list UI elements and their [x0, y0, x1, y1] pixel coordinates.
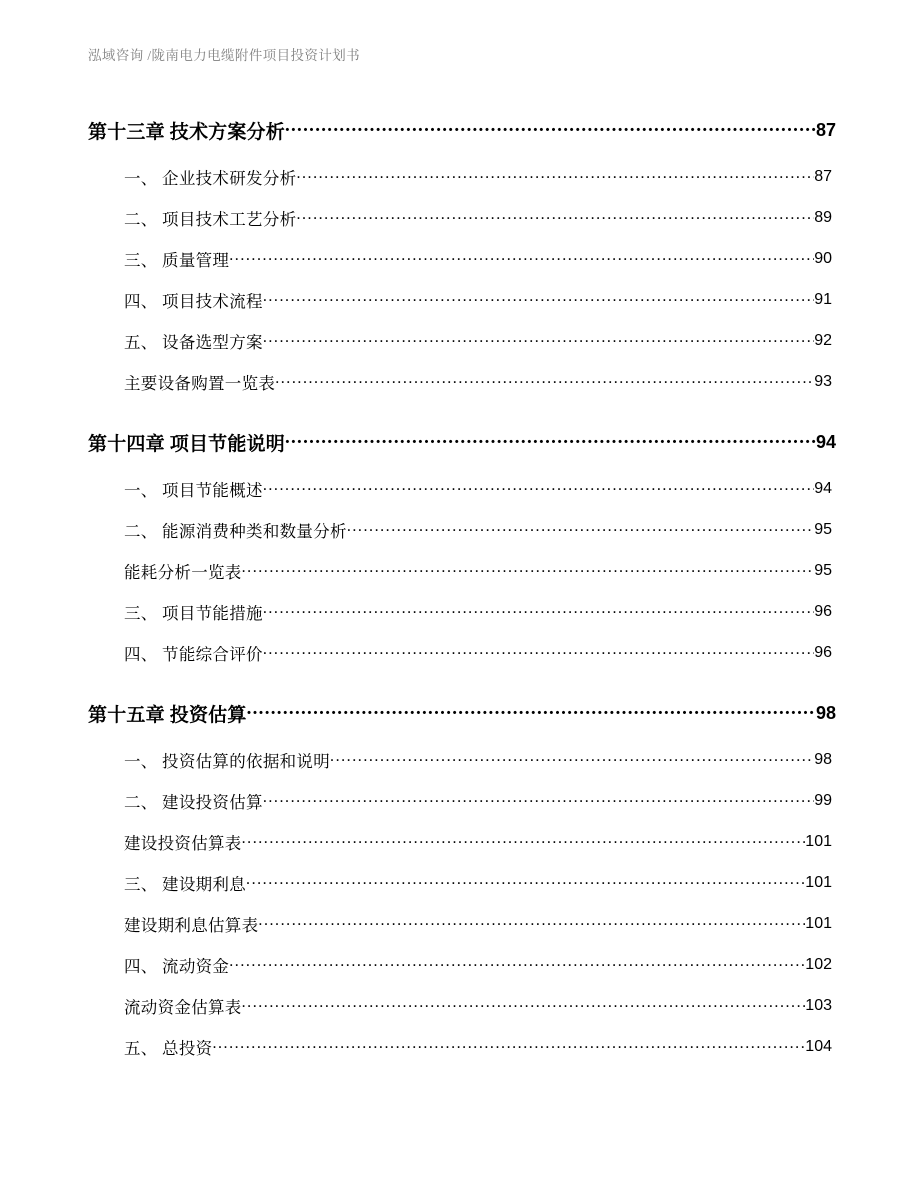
toc-page-number: 103 [805, 996, 832, 1014]
dot-leader [296, 169, 814, 185]
toc-entry-label: 五、 总投资 [124, 1038, 213, 1058]
toc-entry-row[interactable] [88, 361, 832, 402]
toc-entry-label: 三、 项目节能措施 [124, 603, 263, 623]
toc-entry-label: 主要设备购置一览表 [124, 373, 276, 393]
toc-page-number: 93 [814, 372, 832, 390]
toc-entry-row[interactable] [88, 279, 832, 320]
toc-page-number: 92 [814, 331, 832, 349]
toc-entry-row[interactable] [88, 550, 832, 591]
toc-page-number: 98 [815, 702, 836, 723]
toc-entry-label: 一、 投资估算的依据和说明 [124, 751, 331, 771]
dot-leader [263, 481, 814, 497]
dot-leader [347, 522, 814, 538]
dot-leader [263, 333, 814, 349]
toc-entry-label: 三、 质量管理 [124, 250, 230, 270]
table-of-contents [0, 104, 920, 1067]
toc-page-number: 102 [805, 955, 832, 973]
toc-entry-row[interactable] [88, 156, 832, 197]
toc-page-number: 101 [805, 873, 832, 891]
toc-entry-row[interactable] [88, 591, 832, 632]
toc-entry-label: 流动资金估算表 [124, 997, 242, 1017]
dot-leader [263, 604, 814, 620]
toc-entry-label: 三、 建设期利息 [124, 874, 247, 894]
toc-entry-row[interactable] [88, 821, 832, 862]
toc-entry-label: 二、 项目技术工艺分析 [124, 209, 297, 229]
dot-leader [242, 834, 806, 850]
dot-leader [242, 998, 806, 1014]
toc-entry-row[interactable] [88, 509, 832, 550]
dot-leader [285, 433, 816, 452]
dot-leader [285, 121, 816, 140]
toc-entry-label: 能耗分析一览表 [124, 562, 242, 582]
toc-entry-label: 一、 项目节能概述 [124, 480, 263, 500]
dot-leader [258, 916, 805, 932]
dot-leader [263, 793, 814, 809]
toc-entry-label: 第十三章 技术方案分析 [88, 121, 285, 143]
toc-entry-row[interactable] [88, 944, 832, 985]
toc-entry-row[interactable] [88, 197, 832, 238]
dot-leader [212, 1039, 805, 1055]
toc-page-number: 91 [814, 290, 832, 308]
dot-leader [275, 374, 814, 390]
running-header: 泓域咨询 /陇南电力电缆附件项目投资计划书 [88, 48, 361, 63]
toc-entry-row[interactable] [88, 1026, 832, 1067]
toc-entry-label: 一、 企业技术研发分析 [124, 168, 297, 188]
toc-entry-label: 五、 设备选型方案 [124, 332, 263, 352]
toc-entry-row[interactable] [88, 903, 832, 944]
toc-page-number: 99 [814, 791, 832, 809]
dot-leader [296, 210, 814, 226]
toc-chapter-row[interactable] [88, 687, 836, 739]
toc-entry-label: 四、 流动资金 [124, 956, 230, 976]
toc-entry-row[interactable] [88, 862, 832, 903]
dot-leader [229, 957, 805, 973]
dot-leader [263, 645, 814, 661]
toc-page-number: 94 [814, 479, 832, 497]
toc-entry-label: 四、 节能综合评价 [124, 644, 263, 664]
dot-leader [242, 563, 815, 579]
toc-chapter-row[interactable] [88, 416, 836, 468]
toc-entry-row[interactable] [88, 238, 832, 279]
dot-leader [263, 292, 814, 308]
toc-page-number: 101 [805, 832, 832, 850]
toc-page-number: 89 [814, 208, 832, 226]
toc-entry-row[interactable] [88, 739, 832, 780]
toc-page-number: 104 [805, 1037, 832, 1055]
toc-page-number: 87 [815, 119, 836, 140]
toc-page-number: 98 [814, 750, 832, 768]
toc-entry-label: 第十五章 投资估算 [88, 704, 247, 726]
toc-page-number: 101 [805, 914, 832, 932]
toc-entry-row[interactable] [88, 780, 832, 821]
dot-leader [246, 875, 805, 891]
dot-leader [330, 752, 814, 768]
dot-leader [229, 251, 814, 267]
toc-entry-row[interactable] [88, 632, 832, 673]
toc-entry-label: 四、 项目技术流程 [124, 291, 263, 311]
toc-page-number: 87 [814, 167, 832, 185]
toc-page-number: 96 [814, 602, 832, 620]
toc-page-number: 95 [814, 520, 832, 538]
toc-page-number: 94 [815, 431, 836, 452]
toc-entry-label: 建设期利息估算表 [124, 915, 259, 935]
toc-page-number: 96 [814, 643, 832, 661]
toc-entry-label: 二、 建设投资估算 [124, 792, 263, 812]
dot-leader [247, 704, 816, 723]
toc-page-number: 95 [814, 561, 832, 579]
toc-page-number: 90 [814, 249, 832, 267]
toc-entry-label: 建设投资估算表 [124, 833, 242, 853]
toc-chapter-row[interactable] [88, 104, 836, 156]
toc-entry-label: 第十四章 项目节能说明 [88, 433, 285, 455]
toc-entry-label: 二、 能源消费种类和数量分析 [124, 521, 347, 541]
toc-entry-row[interactable] [88, 985, 832, 1026]
toc-entry-row[interactable] [88, 320, 832, 361]
toc-entry-row[interactable] [88, 468, 832, 509]
